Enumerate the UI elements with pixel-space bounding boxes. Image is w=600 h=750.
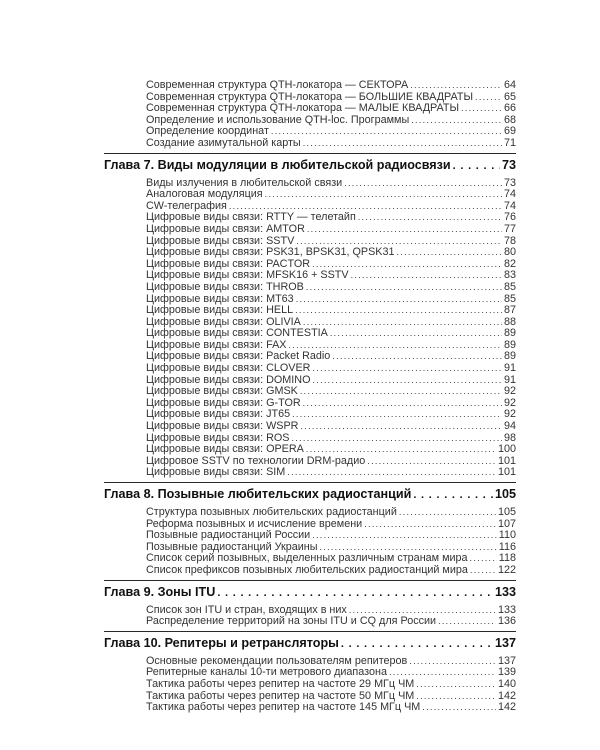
dot-leader [461, 103, 502, 115]
toc-entry-title: Цифровые виды связи: MT63 [146, 293, 294, 305]
chapter-heading-title: Глава 10. Репитеры и ретрансляторы [104, 635, 339, 650]
toc-entry [104, 305, 516, 317]
toc-entry-title: Цифровые виды связи: AMTOR [146, 223, 305, 235]
dot-leader [295, 305, 502, 317]
toc-entry-title: Виды излучения в любительской связи [146, 177, 343, 189]
dot-leader [470, 565, 496, 577]
toc-entry-page-number: 101 [497, 467, 516, 479]
dot-leader [287, 467, 496, 479]
dot-leader [265, 189, 502, 201]
toc-entry [104, 530, 516, 542]
toc-entry-title: Реформа позывных и исчисление времени [146, 518, 363, 530]
toc-entry-title: Позывные радиостанций Украины [146, 541, 318, 553]
toc-entry-title: Цифровые виды связи: WSPR [146, 421, 299, 433]
toc-entry-page-number: 74 [503, 189, 516, 201]
chapter-heading-page-number: 73 [501, 157, 516, 172]
toc-entry-page-number: 64 [503, 80, 516, 91]
toc-entry-title: Цифровые виды связи: SIM [146, 467, 286, 479]
dot-leader [453, 158, 500, 173]
toc-entry [104, 553, 516, 565]
toc-entry-title: Цифровые виды связи: OPERA [146, 444, 304, 456]
toc-entry-page-number: 100 [497, 444, 516, 456]
toc-entry [104, 433, 516, 445]
toc-entry [104, 317, 516, 329]
chapter-heading [104, 635, 516, 651]
toc-entry-title: CW-телеграфия [146, 200, 227, 212]
toc-entry-title: Тактика работы через репитер на частоте 50 МГц ЧМ [146, 690, 415, 702]
toc-entry [104, 691, 516, 703]
dot-leader [438, 616, 496, 628]
toc-entry [104, 351, 516, 363]
toc-entry [104, 444, 516, 456]
toc-entry-title: Цифровые виды связи: CLOVER [146, 363, 311, 375]
dot-leader [300, 421, 502, 433]
toc-entry [104, 103, 516, 115]
toc-entry-page-number: 80 [503, 247, 516, 259]
toc-entry [104, 421, 516, 433]
toc-entry-title: Тактика работы через репитер на частоте 29 МГц ЧМ [146, 678, 415, 690]
toc-group-chapter [104, 651, 516, 717]
toc-entry-page-number: 133 [497, 604, 516, 616]
toc-entry [104, 363, 516, 375]
toc-entry-title: Позывные радиостанций России [146, 530, 311, 542]
toc-group-chapter [104, 502, 516, 581]
toc-entry-title: Цифровые виды связи: PSK31, BPSK31, QPSK31 [146, 247, 395, 259]
dot-leader [364, 519, 496, 531]
dot-leader [292, 409, 502, 421]
toc-entry-page-number: 83 [503, 270, 516, 282]
dot-leader [303, 317, 502, 329]
toc-entry-page-number: 78 [503, 235, 516, 247]
dot-leader [300, 386, 502, 398]
dot-leader [397, 247, 502, 259]
toc-entry-page-number: 107 [497, 518, 516, 530]
toc-entry-title: Цифровые виды связи: RTTY — телетайп [146, 212, 356, 224]
toc-entry-title: Основные рекомендации пользователям репитеров [146, 655, 408, 667]
toc-entry [104, 519, 516, 531]
toc-entry-title: Цифровое SSTV по технологии DRM-радио [146, 455, 366, 467]
toc-entry-page-number: 74 [503, 200, 516, 212]
toc-entry-title: Распределение территорий на зоны ITU и CQ для России [146, 616, 437, 628]
dot-leader [312, 259, 502, 271]
toc-entry-title: Определение и использование QTH-loc. Программы [146, 114, 410, 126]
toc-entry [104, 507, 516, 519]
toc-entry-page-number: 89 [503, 339, 516, 351]
toc-entry-title: Цифровые виды связи: OLIVIA [146, 316, 301, 328]
toc-entry-title: Структура позывных любительских радиостанций [146, 507, 397, 518]
toc-entry [104, 679, 516, 691]
chapter-heading-page-number: 105 [494, 487, 516, 501]
dot-leader [307, 224, 502, 236]
toc-entry-title: Цифровые виды связи: CONTESTIA [146, 328, 328, 340]
toc-entry [104, 294, 516, 306]
dot-leader [358, 212, 502, 224]
chapter-heading-title: Глава 8. Позывные любительских радиостанций [104, 487, 412, 501]
dot-leader [409, 656, 496, 668]
dot-leader [303, 138, 502, 150]
dot-leader [306, 444, 496, 456]
toc-entry [104, 92, 516, 104]
toc-entry [104, 542, 516, 554]
toc-entry-title: Репитерные каналы 10-ти метрового диапазона [146, 667, 387, 679]
toc-entry-page-number: 91 [503, 374, 516, 386]
dot-leader [351, 270, 502, 282]
table-of-contents [104, 80, 516, 717]
toc-entry [104, 189, 516, 201]
toc-entry-page-number: 116 [498, 541, 516, 553]
dot-leader [303, 398, 502, 410]
toc-entry-title: Цифровые виды связи: SSTV [146, 235, 295, 247]
chapter-heading [104, 486, 516, 502]
toc-entry-title: Создание азимутальной карты [146, 137, 301, 149]
toc-entry-title: Цифровые виды связи: MFSK16 + SSTV [146, 270, 349, 282]
dot-leader [312, 375, 502, 387]
toc-entry-title: Цифровые виды связи: GMSK [146, 386, 298, 398]
toc-entry-page-number: 82 [503, 258, 516, 270]
toc-entry-title: Список зон ITU и стран, входящих в них [146, 604, 347, 616]
toc-entry [104, 178, 516, 190]
toc-entry-page-number: 105 [497, 507, 516, 518]
toc-entry-page-number: 136 [497, 616, 516, 628]
toc-entry-title: Цифровые виды связи: HELL [146, 305, 294, 317]
toc-entry-page-number: 89 [503, 328, 516, 340]
toc-entry-title: Цифровые виды связи: Packet Radio [146, 351, 331, 363]
toc-entry [104, 467, 516, 479]
toc-entry-title: Цифровые виды связи: THROB [146, 281, 304, 293]
toc-entry [104, 212, 516, 224]
toc-entry-page-number: 92 [503, 409, 516, 421]
dot-leader [217, 585, 493, 600]
dot-leader [470, 553, 497, 565]
toc-entry-title: Тактика работы через репитер на частоте 145 МГц ЧМ [146, 702, 421, 714]
toc-entry-title: Цифровые виды связи: FAX [146, 339, 287, 351]
toc-entry [104, 616, 516, 628]
toc-entry [104, 247, 516, 259]
dot-leader [411, 115, 502, 127]
toc-entry-page-number: 140 [497, 678, 516, 690]
dot-leader [341, 636, 493, 651]
toc-entry-title: Цифровые виды связи: JT65 [146, 409, 291, 421]
toc-entry [104, 409, 516, 421]
toc-entry-page-number: 87 [503, 305, 516, 317]
toc-entry [104, 270, 516, 282]
toc-entry [104, 282, 516, 294]
dot-leader [413, 487, 493, 502]
dot-leader [410, 80, 502, 92]
toc-entry-page-number: 122 [497, 564, 516, 576]
dot-leader [271, 126, 502, 138]
toc-entry-page-number: 73 [503, 177, 516, 189]
toc-entry-title: Цифровые виды связи: G-TOR [146, 397, 301, 409]
toc-entry-page-number: 77 [503, 223, 516, 235]
toc-entry-title: Аналоговая модуляция [146, 189, 263, 201]
toc-entry-title: Список префиксов позывных любительских радиостанций мира [146, 564, 468, 576]
toc-entry-page-number: 88 [503, 316, 516, 328]
toc-entry-page-number: 66 [503, 103, 516, 115]
dot-leader [349, 605, 496, 617]
toc-entry-title: Современная структура QTH-локатора — БОЛЬШИЕ КВАДРАТЫ [146, 91, 474, 103]
toc-entry-page-number: 65 [503, 91, 516, 103]
toc-entry [104, 340, 516, 352]
toc-entry [104, 456, 516, 468]
toc-entry-page-number: 89 [503, 351, 516, 363]
toc-entry [104, 328, 516, 340]
toc-entry [104, 138, 516, 150]
toc-entry-page-number: 139 [497, 667, 516, 679]
dot-leader [389, 667, 496, 679]
toc-group-intro [104, 80, 516, 154]
toc-entry-title: Определение координат [146, 126, 269, 138]
toc-entry-page-number: 85 [503, 281, 516, 293]
toc-entry [104, 398, 516, 410]
chapter-heading-title: Глава 7. Виды модуляции в любительской радиосвязи [104, 157, 451, 172]
toc-entry [104, 702, 516, 714]
dot-leader [288, 340, 502, 352]
toc-entry-page-number: 101 [497, 455, 516, 467]
dot-leader [475, 92, 502, 104]
toc-entry-title: Современная структура QTH-локатора — МАЛЫЕ КВАДРАТЫ [146, 103, 460, 115]
chapter-heading-title: Глава 9. Зоны ITU [104, 584, 216, 599]
dot-leader [416, 679, 496, 691]
toc-entry-title: Цифровые виды связи: DOMINO [146, 374, 311, 386]
dot-leader [330, 328, 502, 340]
toc-entry [104, 115, 516, 127]
toc-entry-title: Цифровые виды связи: ROS [146, 432, 290, 444]
toc-entry [104, 236, 516, 248]
toc-entry-title: Список серий позывных, выделенных различным странам мира [146, 553, 468, 565]
toc-entry-page-number: 98 [503, 432, 516, 444]
toc-entry-page-number: 76 [503, 212, 516, 224]
dot-leader [312, 363, 502, 375]
dot-leader [367, 456, 496, 468]
dot-leader [229, 201, 502, 213]
toc-entry [104, 224, 516, 236]
dot-leader [422, 702, 496, 714]
toc-entry-page-number: 118 [498, 553, 516, 565]
chapter-heading-page-number: 137 [494, 635, 516, 650]
toc-group-chapter [104, 173, 516, 483]
chapter-heading [104, 584, 516, 600]
toc-entry-page-number: 110 [498, 530, 516, 542]
dot-leader [319, 542, 496, 554]
toc-entry [104, 605, 516, 617]
toc-entry-title: Цифровые виды связи: PACTOR [146, 258, 311, 270]
toc-entry [104, 656, 516, 668]
toc-entry-page-number: 142 [497, 702, 516, 714]
dot-leader [296, 236, 502, 248]
toc-entry-title: Современная структура QTH-локатора — СЕКТОРА [146, 80, 409, 91]
toc-entry-page-number: 92 [503, 397, 516, 409]
dot-leader [416, 691, 496, 703]
toc-entry [104, 565, 516, 577]
toc-entry-page-number: 69 [503, 126, 516, 138]
toc-entry [104, 201, 516, 213]
toc-group-chapter [104, 600, 516, 632]
toc-entry [104, 375, 516, 387]
dot-leader [399, 507, 496, 519]
toc-entry-page-number: 85 [503, 293, 516, 305]
toc-entry-page-number: 92 [503, 386, 516, 398]
toc-entry-page-number: 137 [497, 655, 516, 667]
dot-leader [344, 178, 502, 190]
toc-entry-page-number: 68 [503, 114, 516, 126]
dot-leader [306, 282, 502, 294]
toc-entry [104, 667, 516, 679]
toc-entry-page-number: 71 [503, 137, 516, 149]
toc-entry-page-number: 91 [503, 363, 516, 375]
chapter-heading [104, 157, 516, 173]
toc-entry [104, 126, 516, 138]
toc-entry [104, 80, 516, 92]
toc-entry [104, 386, 516, 398]
chapter-heading-page-number: 133 [494, 584, 516, 599]
dot-leader [291, 433, 502, 445]
dot-leader [296, 294, 502, 306]
toc-entry [104, 259, 516, 271]
dot-leader [312, 530, 497, 542]
toc-entry-page-number: 94 [503, 421, 516, 433]
dot-leader [332, 351, 502, 363]
toc-entry-page-number: 142 [497, 690, 516, 702]
